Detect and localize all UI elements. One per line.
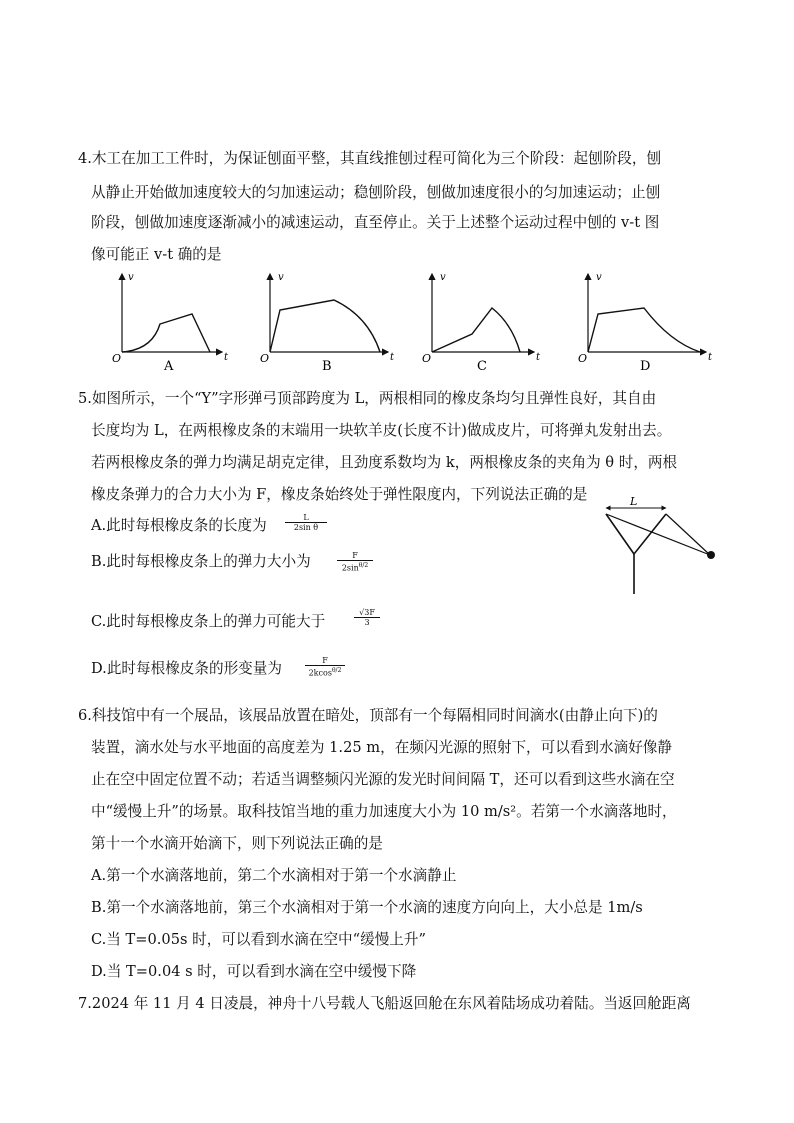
graph-c-v-label: v [440,272,446,283]
q5-option-a: A.此时每根橡皮条的长度为 [91,517,267,534]
q4-line-1: 4.木工在加工工件时，为保证刨面平整，其直线推刨过程可简化为三个阶段：起刨阶段，刨 [78,150,662,167]
q4-line-3: 阶段，刨做加速度逐渐减小的减速运动，直至停止。关于上述整个运动过程中刨的 v-t 图 [91,214,660,231]
q5-fraction-c [354,608,380,627]
graph-c-t-label: t [536,352,541,363]
q5-line-2: 长度均为 L，在两根橡皮条的末端用一块软羊皮(长度不计)做成皮片，可将弹丸发射出去。 [91,422,672,439]
fraction-d-num: F [322,656,328,665]
projectile-ball [707,551,715,559]
graph-a-label: A [164,359,174,372]
q6-option-a: A.第一个水滴落地前，第二个水滴相对于第一个水滴静止 [91,867,457,884]
q6-option-b: B.第一个水滴落地前，第三个水滴相对于第一个水滴的速度方向向上，大小总是 1m/s [91,899,643,916]
graph-d-t-label: t [708,352,713,363]
graph-c-label: C [477,359,487,372]
fraction-c-den: 3 [354,617,380,627]
graph-d-origin: O [578,352,588,365]
q6-option-d: D.当 T=0.04 s 时，可以看到水滴在空中缓慢下降 [91,963,417,980]
q4-line-4: 像可能正 v-t 确的是 [91,246,222,263]
graph-c-origin: O [422,352,432,365]
q6-line-3: 止在空中固定位置不动；若适当调整频闪光源的发光时间间隔 T，还可以看到这些水滴在空 [91,771,675,788]
graph-a-t-label: t [224,352,229,363]
q6-line-1: 6.科技馆中有一个展品，该展品放置在暗处，顶部有一个每隔相同时间滴水(由静止向下)的 [78,707,658,724]
graph-d-v-label: v [596,272,602,283]
q6-line-5: 第十一个水滴开始滴下，则下列说法正确的是 [91,835,383,852]
q6-line-2: 装置，滴水处与水平地面的高度差为 1.25 m，在频闪光源的照射下，可以看到水滴好像静 [91,739,672,756]
q4-line-2: 从静止开始做加速度较大的匀加速运动；稳刨阶段，刨做加速度很小的匀加速运动；止刨 [91,184,661,201]
graph-a [112,272,229,372]
q5-line-1: 5.如图所示，一个“Y”字形弹弓顶部跨度为 L，两根相同的橡皮条均匀且弹性良好，其自由 [78,390,657,407]
graph-b-t-label: t [390,352,395,363]
q5-fraction-a [285,513,327,532]
fraction-d-den: 2kcos [308,668,332,678]
fraction-a-den: 2sin θ [285,522,327,532]
graph-d-label: D [640,359,651,372]
q5-fraction-d [305,656,345,678]
graph-a-origin: O [112,352,122,365]
q5-option-d: D.此时每根橡皮条的形变量为 [91,660,282,677]
graph-b-v-label: v [278,272,284,283]
graph-a-v-label: v [128,272,134,283]
graph-c [422,272,541,372]
q5-line-4: 橡皮条弹力的合力大小为 F，橡皮条始终处于弹性限度内，下列说法正确的是 [91,486,588,503]
fraction-b-num: F [352,551,358,560]
q7-line-1: 7.2024 年 11 月 4 日凌晨，神舟十八号载人飞船返回舱在东风着陆场成功着陆。当返回舱距离 [78,995,691,1012]
fraction-b-den: 2sin [341,563,359,573]
q6-line-4: 中“缓慢上升”的场景。取科技馆当地的重力加速度大小为 10 m/s²。若第一个水滴落地时， [91,803,677,820]
q6-option-c: C.当 T=0.05s 时，可以看到水滴在空中“缓慢上升” [91,931,426,948]
q5-line-3: 若两根橡皮条的弹力均满足胡克定律，且劲度系数均为 k，两根橡皮条的夹角为 θ 时，两根 [91,454,678,471]
q4-vt-graphs [100,268,720,372]
q5-option-b: B.此时每根橡皮条上的弹力大小为 [91,553,311,570]
graph-b-origin: O [260,352,270,365]
fraction-c-num: √3F [359,608,375,617]
graph-b [260,272,395,372]
q5-fraction-b [337,551,373,573]
fraction-b-sup: θ/2 [358,562,369,569]
fraction-a-num: L [303,513,309,522]
fraction-d-sup: θ/2 [331,667,342,674]
graph-d [578,272,713,372]
graph-b-label: B [322,359,332,372]
figure-label-l: L [630,495,638,508]
q5-option-c: C.此时每根橡皮条上的弹力可能大于 [91,613,326,630]
q5-slingshot-figure [596,494,722,598]
